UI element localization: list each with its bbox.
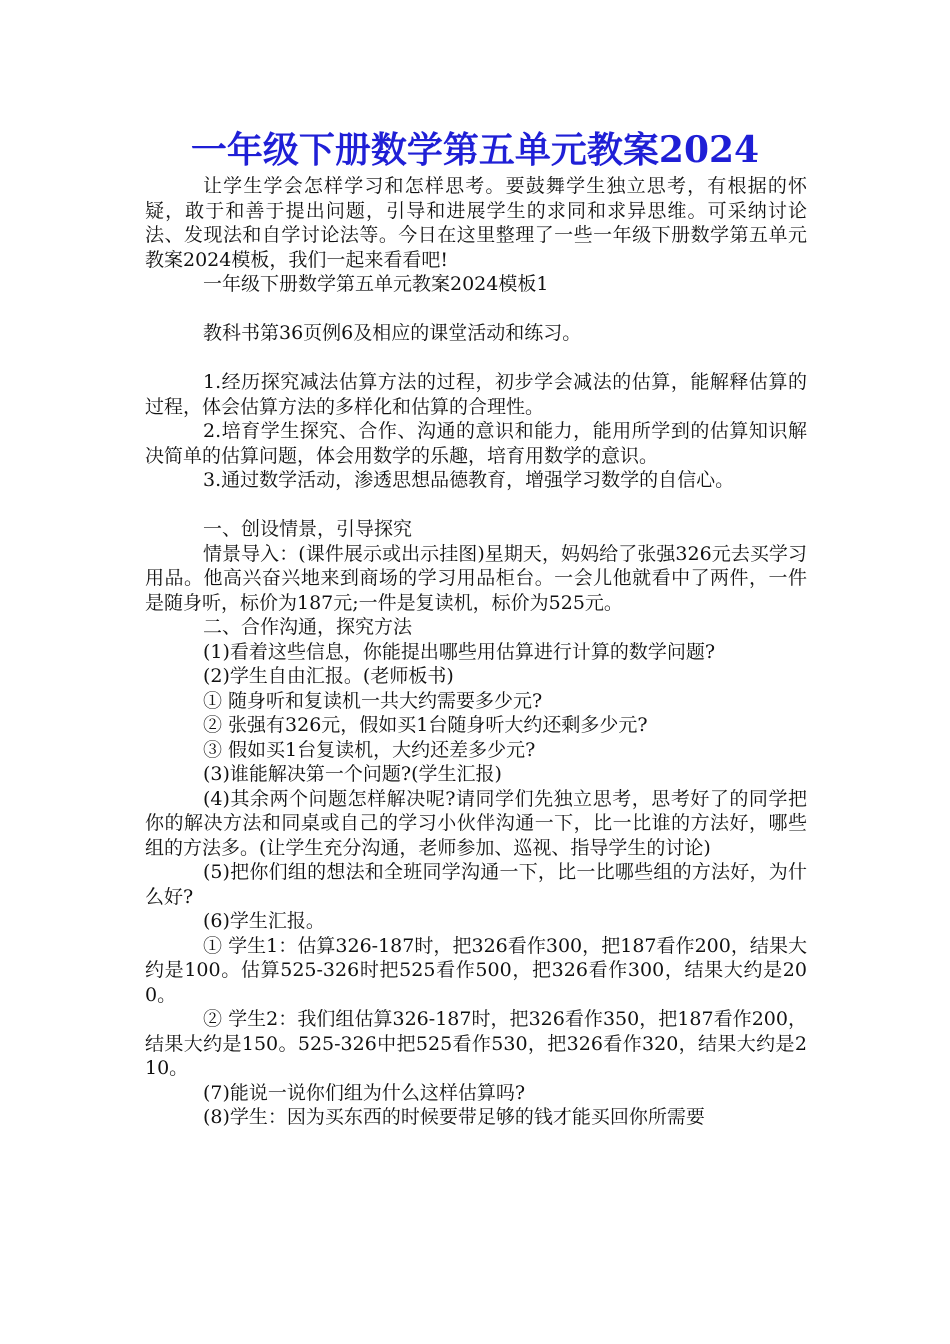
paragraph-step-3: (3)谁能解决第一个问题?(学生汇报) — [203, 763, 502, 785]
paragraph-step-7: (7)能说一说你们组为什么这样估算吗? — [203, 1081, 526, 1104]
paragraph-student-1: ① 学生1：估算326-187时，把326看作300，把187看作200，结果大约是100。估算525-326时把525看作500，把326看作300，结果大约是200。 — [145, 934, 807, 1006]
paragraph-question-3: ③ 假如买1台复读机，大约还差多少元? — [203, 738, 536, 761]
paragraph-goal-2: 2.培育学生探究、合作、沟通的意识和能力，能用所学到的估算知识解决简单的估算问题，体会用数学的乐趣，培育用数学的意识。 — [145, 420, 807, 467]
paragraph-question-1: ① 随身听和复读机一共大约需要多少元? — [203, 689, 543, 712]
paragraph-step-2: (2)学生自由汇报。(老师板书) — [203, 665, 454, 687]
blank-line — [145, 297, 807, 322]
paragraph-goal-1: 1.经历探究减法估算方法的过程，初步学会减法的估算，能解释估算的过程，体会估算方法的多样化和估算的合理性。 — [145, 371, 807, 418]
document-body — [145, 174, 807, 1130]
blank-line — [145, 346, 807, 371]
blank-line — [145, 493, 807, 518]
paragraph-step-6: (6)学生汇报。 — [203, 910, 325, 932]
section-heading-1: 一、创设情景，引导探究 — [203, 518, 413, 540]
document-title: 一年级下册数学第五单元教案2024 — [190, 129, 760, 171]
paragraph-question-2: ② 张强有326元，假如买1台随身听大约还剩多少元? — [203, 714, 648, 736]
paragraph-intro: 让学生学会怎样学习和怎样思考。要鼓舞学生独立思考，有根据的怀疑，敢于和善于提出问题，引导和进展学生的求同和求异思维。可采纳讨论法、发现法和自学讨论法等。今日在这里整理了一些一年级下册数学第五单元教案2024模板，我们一起来看看吧! — [145, 175, 807, 271]
paragraph-step-8: (8)学生：因为买东西的时候要带足够的钱才能买回你所需要 — [203, 1106, 705, 1128]
section-heading-2: 二、合作沟通，探究方法 — [203, 616, 413, 638]
paragraph-step-5: (5)把你们组的想法和全班同学沟通一下，比一比哪些组的方法好，为什么好? — [145, 861, 807, 908]
paragraph-step-1: (1)看着这些信息，你能提出哪些用估算进行计算的数学问题? — [203, 640, 716, 663]
paragraph-scenario: 情景导入：(课件展示或出示挂图)星期天，妈妈给了张强326元去买学习用品。他高兴奋兴地来到商场的学习用品柜台。一会儿他就看中了两件，一件是随身听，标价为187元;一件是复读机，标价为525元。 — [145, 542, 807, 614]
paragraph-textbook: 教科书第36页例6及相应的课堂活动和练习。 — [203, 322, 582, 344]
paragraph-template-heading: 一年级下册数学第五单元教案2024模板1 — [203, 273, 549, 295]
paragraph-goal-3: 3.通过数学活动，渗透思想品德教育，增强学习数学的自信心。 — [203, 469, 735, 491]
paragraph-student-2: ② 学生2：我们组估算326-187时，把326看作350，把187看作200，结果大约是150。525-326中把525看作530，把326看作320，结果大约是210。 — [145, 1008, 807, 1079]
paragraph-step-4: (4)其余两个问题怎样解决呢?请同学们先独立思考，思考好了的同学把你的解决方法和同桌或自己的学习小伙伴沟通一下，比一比谁的方法好，哪些组的方法多。(让学生充分沟通，老师参加、巡视、指导学生的讨论) — [145, 787, 807, 859]
